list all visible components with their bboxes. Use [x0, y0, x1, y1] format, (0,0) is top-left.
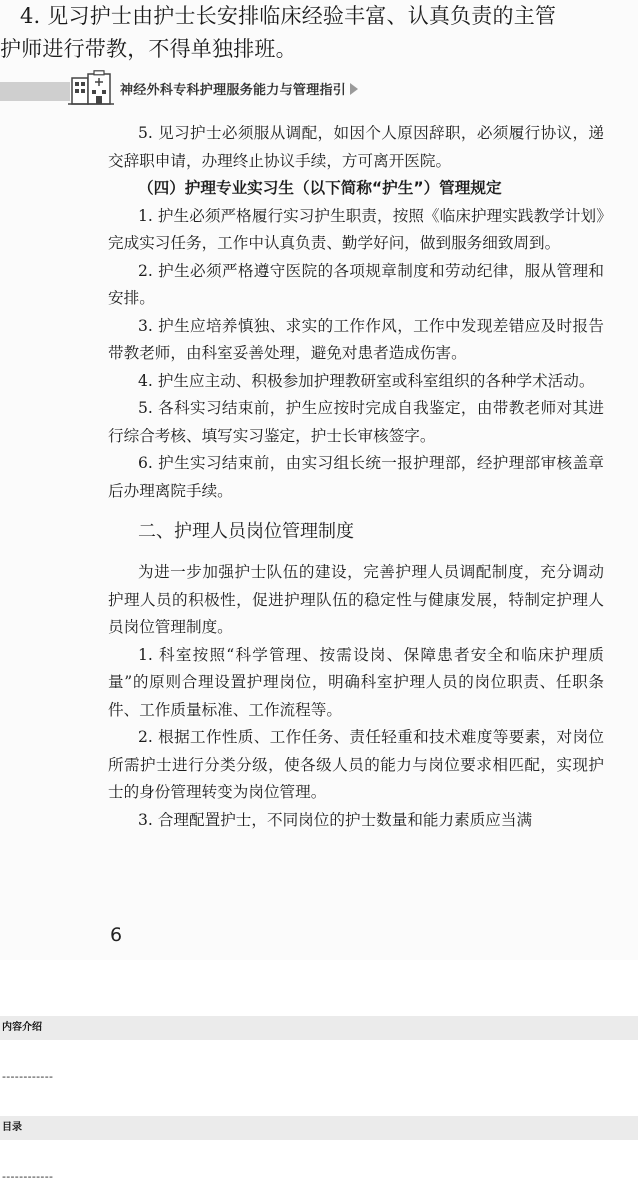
paragraph-student-4: 4. 护生应主动、积极参加护理教研室或科室组织的各种学术活动。	[138, 371, 595, 390]
separator-1: ------------	[2, 1070, 54, 1083]
intro-section-bar: 内容介绍	[0, 1016, 638, 1040]
paragraph-intern-5: 5. 见习护士必须服从调配，如因个人原因辞职，必须履行协议，递交辞职申请，办理终止协议手续，方可离开医院。	[108, 124, 604, 170]
subheading-nursing-students: （四）护理专业实习生（以下简称“护生”）管理规定	[138, 179, 502, 197]
top-paragraph-line1: 4. 见习护士由护士长安排临床经验丰富、认真负责的主管	[20, 4, 557, 28]
paragraph-post-3: 3. 合理配置护士，不同岗位的护士数量和能力素质应当满	[138, 810, 533, 829]
paragraph-student-6: 6. 护生实习结束前，由实习组长统一报护理部，经护理部审核盖章后办理离院手续。	[108, 454, 604, 500]
page-number: 6	[110, 924, 123, 946]
separator-2: ------------	[2, 1170, 54, 1183]
body-text	[108, 120, 604, 834]
running-header-title: 神经外科专科护理服务能力与管理指引	[120, 83, 347, 98]
paragraph-student-5: 5. 各科实习结束前，护生应按时完成自我鉴定，由带教老师对其进行综合考核、填写实习鉴定，护士长审核签字。	[108, 399, 604, 445]
running-header-title-wrap	[120, 79, 358, 98]
paragraph-student-2: 2. 护生必须严格遵守医院的各项规章制度和劳动纪律，服从管理和安排。	[108, 261, 604, 307]
triangle-right-icon	[350, 83, 358, 95]
paragraph-post-1: 1. 科室按照“科学管理、按需设岗、保障患者安全和临床护理质量”的原则合理设置护理岗位，明确科室护理人员的岗位职责、任职条件、工作质量标准、工作流程等。	[108, 645, 604, 719]
header-grey-bar	[0, 82, 70, 101]
section-title-post-management: 二、护理人员岗位管理制度	[138, 521, 354, 542]
paragraph-student-1: 1. 护生必须严格履行实习护生职责，按照《临床护理实践教学计划》完成实习任务，工作中认真负责、勤学好问，做到服务细致周到。	[108, 206, 604, 252]
toc-section-bar: 目录	[0, 1116, 638, 1140]
top-paragraph-line2: 护师进行带教，不得单独排班。	[0, 37, 297, 61]
running-header	[0, 70, 638, 106]
paragraph-intro: 为进一步加强护士队伍的建设，完善护理人员调配制度，充分调动护理人员的积极性，促进护理队伍的稳定性与健康发展，特制定护理人员岗位管理制度。	[108, 563, 604, 636]
paragraph-student-3: 3. 护生应培养慎独、求实的工作作风，工作中发现差错应及时报告带教老师，由科室妥善处理，避免对患者造成伤害。	[108, 316, 604, 362]
hospital-building-icon	[66, 70, 116, 106]
paragraph-post-2: 2. 根据工作性质、工作任务、责任轻重和技术难度等要素，对岗位所需护士进行分类分级，使各级人员的能力与岗位要求相匹配，实现护士的身份管理转变为岗位管理。	[108, 728, 604, 801]
top-paragraph	[0, 0, 620, 66]
